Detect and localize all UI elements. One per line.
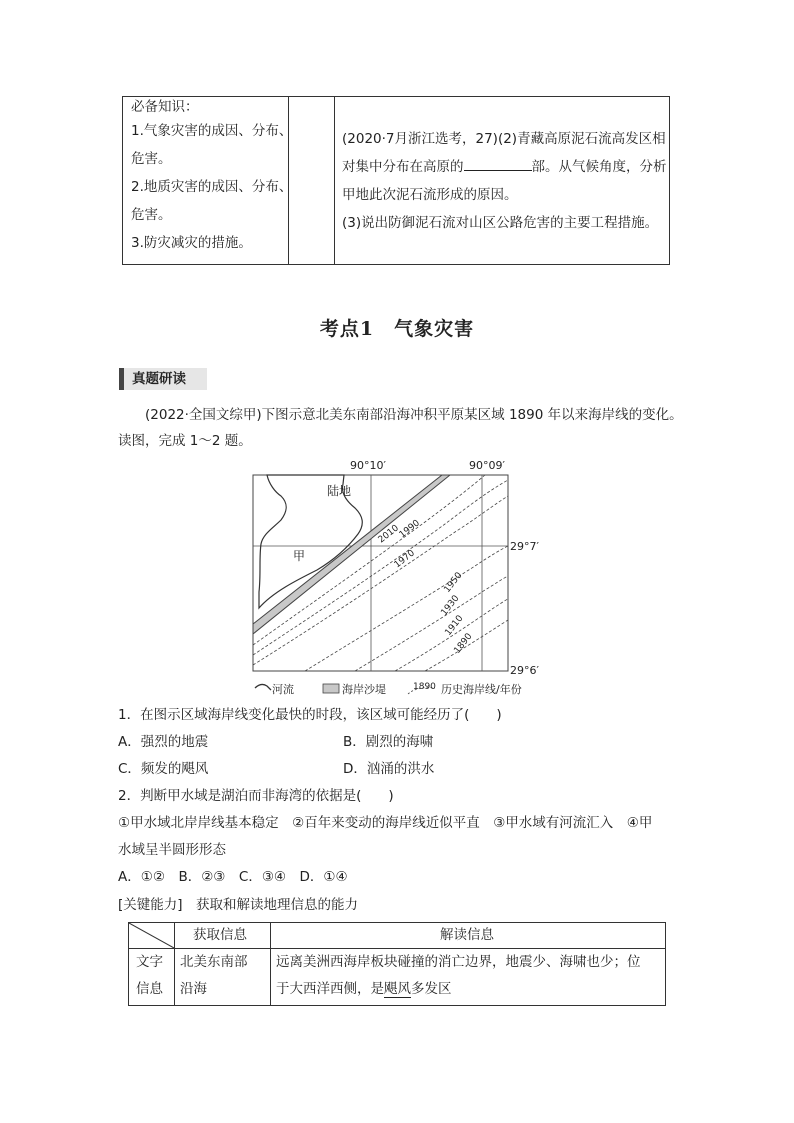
- legend-river-label: 河流: [272, 683, 294, 696]
- key-ability-table: [128, 922, 666, 1006]
- exam-line: 对集中分布在高原的 部。从气候角度，分析: [342, 153, 666, 181]
- latitude-label-bottom: 29°6′: [510, 664, 539, 677]
- year-label-1990: 1990: [397, 518, 422, 541]
- header-interpret-info: 解读信息: [440, 927, 494, 943]
- q2-statements-line-1: ①甲水域北岸岸线基本稳定 ②百年来变动的海岸线近似平直 ③甲水域有河流汇入 ④甲: [118, 815, 653, 831]
- longitude-label-right: 90°09′: [469, 459, 505, 472]
- coastal-sand-dike: [253, 475, 450, 634]
- year-label-1910: 1910: [443, 613, 466, 638]
- river-legend-icon: [255, 684, 271, 690]
- intro-line-2: 读图，完成 1～2 题。: [118, 433, 252, 449]
- coastline-map: [245, 458, 555, 698]
- header-get-info: 获取信息: [193, 927, 247, 943]
- question-2-stem: 2．判断甲水域是湖泊而非海湾的依据是( ): [118, 788, 394, 804]
- header-diagonal: [129, 923, 174, 948]
- exam-line: (3)说出防御泥石流对山区公路危害的主要工程措施。: [342, 215, 659, 231]
- year-label-1950: 1950: [442, 570, 465, 595]
- section-title: 考点1 气象灾害: [319, 318, 475, 340]
- longitude-label-left: 90°10′: [350, 459, 386, 472]
- year-labels: [377, 518, 475, 656]
- q2-options[interactable]: A．①② B．②③ C．③④ D．①④: [118, 869, 348, 885]
- year-label-1890: 1890: [452, 631, 475, 656]
- knowledge-line: 2.地质灾害的成因、分布、: [131, 179, 293, 195]
- latitude-label-top: 29°7′: [510, 540, 539, 553]
- knowledge-table: [122, 96, 670, 265]
- land-label: 陆地: [327, 484, 352, 498]
- answer-blank[interactable]: [464, 156, 532, 171]
- row-label-line-2: 信息: [136, 981, 163, 997]
- year-label-2010: 2010: [376, 523, 401, 546]
- coastline-1930: [355, 576, 508, 671]
- knowledge-line: 3.防灾减灾的措施。: [131, 235, 252, 251]
- key-ability-heading: [关键能力] 获取和解读地理信息的能力: [118, 897, 359, 913]
- get-info-line-2: 沿海: [180, 981, 207, 997]
- map-legend: [255, 682, 522, 696]
- q1-option-a[interactable]: A．强烈的地震: [118, 734, 209, 750]
- legend-dike-label: 海岸沙堤: [342, 683, 386, 696]
- knowledge-line: 危害。: [131, 207, 172, 223]
- exam-line: (2020·7月浙江选考，27)(2)青藏高原泥石流高发区相: [342, 131, 666, 147]
- section-label-text: 真题研读: [132, 371, 186, 387]
- knowledge-line: 危害。: [131, 151, 172, 167]
- exam-line: 甲地此次泥石流形成的原因。: [342, 187, 518, 203]
- q1-option-b[interactable]: B．剧烈的海啸: [343, 734, 434, 750]
- interpret-line-2: 于大西洋西侧，是飓风多发区: [276, 981, 452, 997]
- year-label-1970: 1970: [392, 548, 417, 571]
- q1-option-d[interactable]: D．汹涌的洪水: [343, 761, 435, 777]
- required-knowledge-cell: [131, 97, 292, 257]
- jia-water-label: 甲: [293, 549, 306, 563]
- coastline-1990: [253, 480, 508, 655]
- dike-legend-icon: [323, 684, 339, 693]
- q2-statements-line-2: 水域呈半圆形形态: [118, 842, 226, 858]
- knowledge-line: 1.气象灾害的成因、分布、: [131, 123, 293, 139]
- year-label-1930: 1930: [439, 593, 462, 618]
- get-info-line-1: 北美东南部: [180, 954, 248, 970]
- legend-coastline-label: 历史海岸线/年份: [441, 683, 522, 696]
- hurricane-underlined: 飓风: [384, 981, 411, 997]
- table-divider: [334, 97, 335, 264]
- question-1-stem: 1．在图示区域海岸线变化最快的时段，该区域可能经历了( ): [118, 707, 502, 723]
- interpret-line-1: 远离美洲西海岸板块碰撞的消亡边界，地震少、海啸也少；位: [276, 954, 641, 970]
- coastline-2010: [253, 475, 485, 645]
- intro-line-1: (2022·全国文综甲)下图示意北美东南部沿海冲积平原某区域 1890 年以来海岸线的变化。: [145, 407, 683, 423]
- knowledge-line: 必备知识：: [131, 99, 199, 115]
- row-label-line-1: 文字: [136, 954, 163, 970]
- q1-option-c[interactable]: C．频发的飓风: [118, 761, 209, 777]
- exam-question-cell: [342, 125, 666, 237]
- section-label: [119, 368, 207, 390]
- legend-year-sample: 1890: [413, 682, 436, 692]
